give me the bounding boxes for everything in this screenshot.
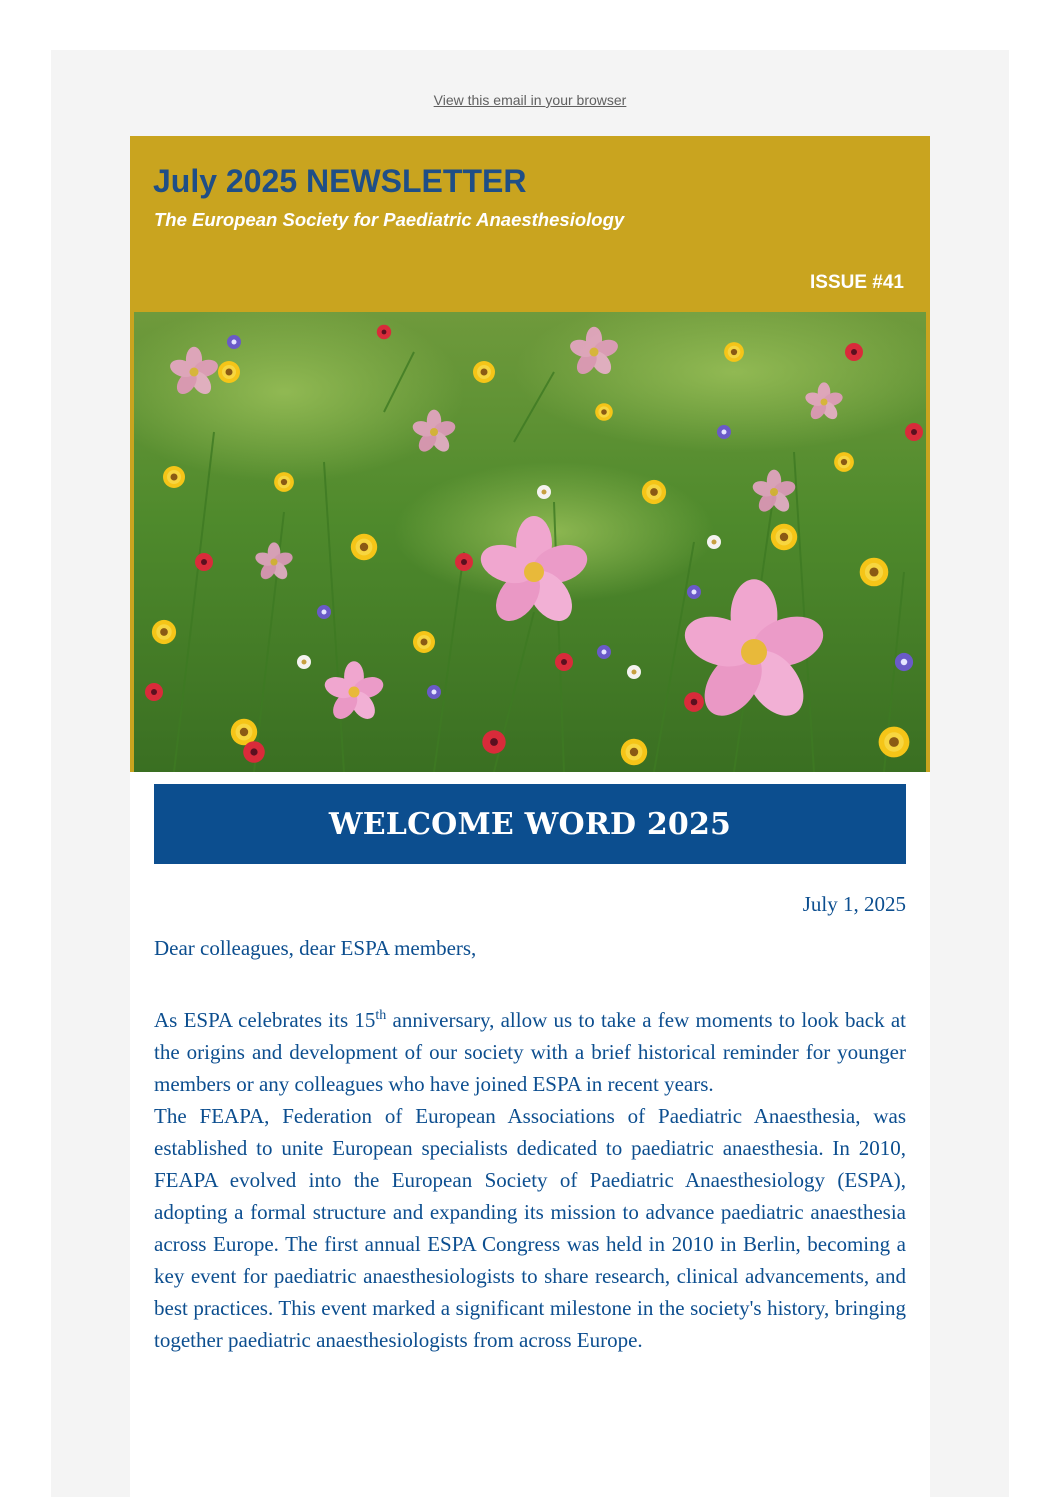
email-container bbox=[51, 50, 1009, 1497]
view-in-browser-link[interactable]: View this email in your browser bbox=[433, 92, 627, 108]
newsletter-header bbox=[130, 136, 930, 312]
newsletter-card bbox=[130, 136, 930, 1497]
welcome-banner bbox=[154, 784, 906, 864]
newsletter-title: July 2025 NEWSLETTER bbox=[153, 163, 527, 199]
wildflower-meadow-photo bbox=[134, 312, 926, 772]
paragraph-anniversary-end: anniversary, allow us to take a few moments to look back at the origins and development of our society with a brief historical reminder for younger members or any colleagues who have joined ESPA in recent years. bbox=[154, 1008, 906, 1096]
issue-number: ISSUE #41 bbox=[810, 272, 904, 293]
society-subtitle: The European Society for Paediatric Anaesthesiology bbox=[154, 209, 625, 230]
letter-date: July 1, 2025 bbox=[802, 892, 906, 916]
welcome-banner-title: WELCOME WORD 2025 bbox=[328, 806, 732, 842]
paragraph-anniversary bbox=[154, 1004, 906, 1100]
ordinal-suffix: th bbox=[375, 1008, 387, 1023]
letter-greeting: Dear colleagues, dear ESPA members, bbox=[154, 936, 477, 960]
paragraph-anniversary-start: As ESPA celebrates its 15 bbox=[154, 1008, 376, 1032]
letter-body bbox=[154, 1004, 906, 1356]
paragraph-history: The FEAPA, Federation of European Associations of Paediatric Anaesthesia, was established to unite European specialists dedicated to paediatric anaesthesia. In 2010, FEAPA evolved into the European Society of Paediatric Anaesthesiology (ESPA), adopting a formal structure and expanding its mission to advance paediatric anaesthesia across Europe. The first annual ESPA Congress was held in 2010 in Berlin, becoming a key event for paediatric anaesthesiologists to share research, clinical advancements, and best practices. This event marked a significant milestone in the society's history, bringing together paediatric anaesthesiologists from across Europe. bbox=[154, 1104, 906, 1352]
hero-image-frame bbox=[130, 312, 930, 772]
